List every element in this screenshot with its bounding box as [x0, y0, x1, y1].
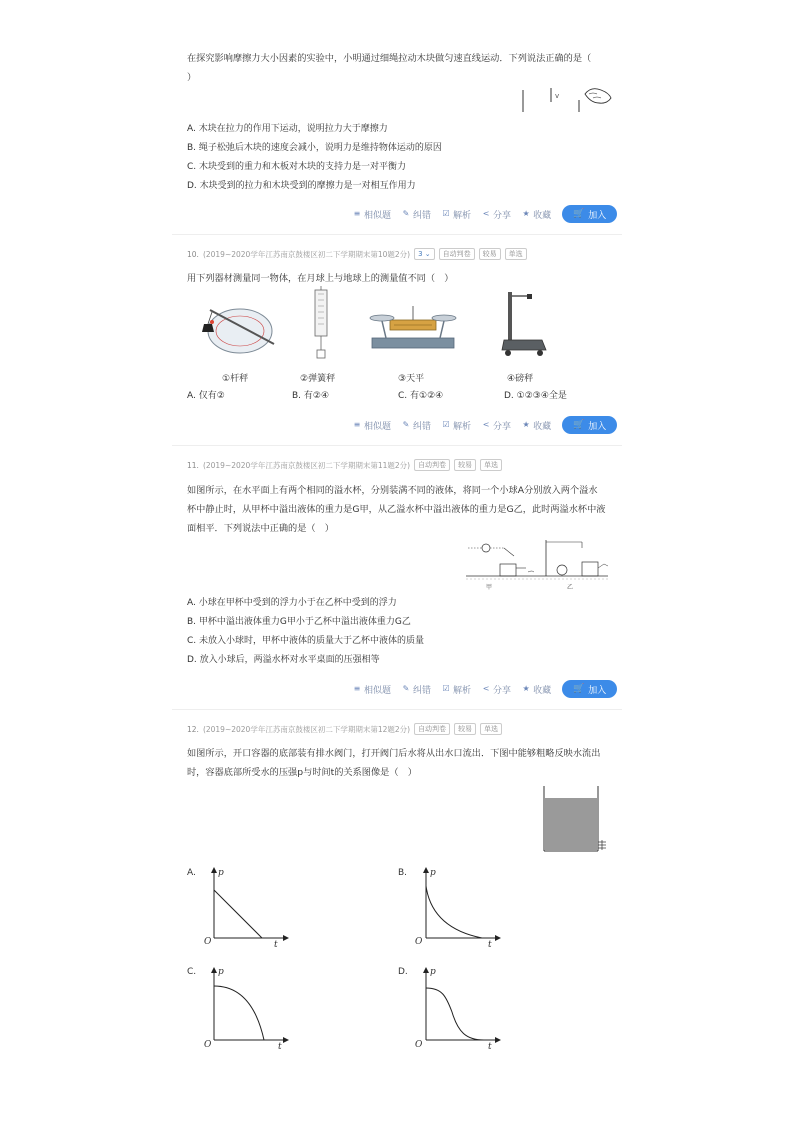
- star-icon: ★: [522, 684, 530, 693]
- graph-d-origin: O: [415, 1040, 423, 1050]
- q10-stem: 用下列器材测量同一物体，在月球上与地球上的测量值不同（ ）: [187, 273, 454, 284]
- graph-c-axis-t: t: [278, 1042, 282, 1052]
- graph-d-curve: [426, 988, 484, 1040]
- q11-stem-line3: 面相平．下列说法中正确的是（ ）: [187, 523, 334, 534]
- q11-stem-line2: 杯中静止时，从甲杯中溢出液体的重力是G甲，从乙溢水杯中溢出液体的重力是G乙，此时两溢水杯中液: [187, 504, 606, 515]
- graph-d-label[interactable]: D.: [398, 967, 408, 977]
- q12-tag-level: 较易: [454, 723, 476, 735]
- share-button[interactable]: < 分享: [482, 209, 512, 221]
- cart-icon: 🛒: [573, 684, 585, 694]
- analysis-button[interactable]: ☑ 解析: [442, 420, 472, 432]
- balance-image: [366, 302, 460, 350]
- graph-a-label[interactable]: A.: [187, 868, 196, 878]
- q11-fig-label-yi: 乙: [567, 584, 574, 591]
- graph-d-axis-p: p: [430, 967, 436, 977]
- share-button[interactable]: < 分享: [482, 420, 512, 432]
- q10-meta: [187, 248, 527, 260]
- graph-b-label[interactable]: B.: [398, 868, 408, 878]
- graph-b-axis-t: t: [488, 940, 492, 950]
- graph-a-axis-t: t: [274, 940, 278, 950]
- caption-balance: ③天平: [398, 374, 425, 384]
- similar-button[interactable]: ≡ 相似题: [353, 420, 392, 432]
- edit-icon: ✎: [402, 420, 410, 429]
- q12-number: 12.: [187, 724, 199, 734]
- check-icon: ☑: [442, 209, 450, 218]
- star-icon: ★: [522, 209, 530, 218]
- correct-button[interactable]: ✎ 纠错: [402, 684, 432, 696]
- q11-tag-auto: 自动判卷: [414, 459, 450, 471]
- divider: [172, 445, 622, 446]
- q11-option-c[interactable]: C. 未放入小球时，甲杯中液体的质量大于乙杯中液体的质量: [187, 636, 425, 646]
- share-icon: <: [482, 209, 490, 218]
- q10-version-select[interactable]: 3 ⌄: [414, 248, 435, 260]
- q10-option-b[interactable]: B. 有②④: [292, 391, 330, 401]
- q10-option-a[interactable]: A. 仅有②: [187, 391, 225, 401]
- graph-c-axis-p: p: [218, 967, 224, 977]
- graph-a-curve: [214, 890, 262, 938]
- q12-tag-auto: 自动判卷: [414, 723, 450, 735]
- spring-scale-image: [306, 286, 336, 362]
- edit-icon: ✎: [402, 209, 410, 218]
- graph-b-origin: O: [415, 937, 423, 947]
- q11-source: (2019~2020学年江苏南京鼓楼区初二下学期期末第11题2分): [202, 460, 411, 470]
- q9-stem-line1: 在探究影响摩擦力大小因素的实验中，小明通过细绳拉动木块做匀速直线运动．下列说法正确的是（: [187, 53, 592, 64]
- q12-source: (2019~2020学年江苏南京鼓楼区初二下学期期末第12题2分): [202, 724, 411, 734]
- q9-stem-line2: ）: [187, 72, 197, 83]
- correct-button[interactable]: ✎ 纠错: [402, 209, 432, 221]
- graph-d-axis-t: t: [488, 1042, 492, 1052]
- list-icon: ≡: [353, 420, 361, 429]
- divider: [172, 709, 622, 710]
- list-icon: ≡: [353, 684, 361, 693]
- q9-option-c[interactable]: C. 木块受到的重力和木板对木块的支持力是一对平衡力: [187, 162, 407, 172]
- q12-tank-figure: [540, 784, 610, 854]
- share-icon: <: [482, 420, 490, 429]
- q11-toolbar: [353, 680, 617, 698]
- check-icon: ☑: [442, 684, 450, 693]
- caption-spring-scale: ②弹簧秤: [300, 374, 336, 384]
- q11-tag-type: 单选: [480, 459, 502, 471]
- check-icon: ☑: [442, 420, 450, 429]
- join-button[interactable]: 🛒 加入: [562, 205, 617, 223]
- q12-stem-line2: 时，容器底部所受水的压强p与时间t的关系图像是（ ）: [187, 767, 417, 778]
- cart-icon: 🛒: [573, 420, 585, 430]
- q9-option-b[interactable]: B. 绳子松弛后木块的速度会减小，说明力是维持物体运动的原因: [187, 143, 442, 153]
- share-button[interactable]: < 分享: [482, 684, 512, 696]
- graph-a-axis-p: p: [218, 868, 224, 878]
- q11-meta: [187, 459, 502, 471]
- analysis-button[interactable]: ☑ 解析: [442, 209, 472, 221]
- graph-c[interactable]: [200, 966, 290, 1056]
- analysis-button[interactable]: ☑ 解析: [442, 684, 472, 696]
- q11-option-b[interactable]: B. 甲杯中溢出液体重力G甲小于乙杯中溢出液体重力G乙: [187, 617, 411, 627]
- q12-meta: [187, 723, 502, 735]
- platform-scale-image: [500, 290, 548, 358]
- q10-toolbar: [353, 416, 617, 434]
- q10-number: 10.: [187, 249, 199, 259]
- graph-c-origin: O: [204, 1040, 212, 1050]
- q9-option-d[interactable]: D. 木块受到的拉力和木块受到的摩擦力是一对相互作用力: [187, 181, 416, 191]
- q10-option-d[interactable]: D. ①②③④全是: [504, 391, 567, 401]
- correct-button[interactable]: ✎ 纠错: [402, 420, 432, 432]
- share-icon: <: [482, 684, 490, 693]
- q11-option-a[interactable]: A. 小球在甲杯中受到的浮力小于在乙杯中受到的浮力: [187, 598, 397, 608]
- join-button[interactable]: 🛒 加入: [562, 680, 617, 698]
- q11-fig-label-jia: 甲: [486, 584, 493, 591]
- q10-tag-level: 较易: [479, 248, 501, 260]
- q10-option-c[interactable]: C. 有①②④: [398, 391, 444, 401]
- q10-tag-type: 单选: [505, 248, 527, 260]
- caption-platform-scale: ④磅秤: [507, 374, 534, 384]
- q12-stem-line1: 如图所示，开口容器的底部装有排水阀门，打开阀门后水将从出水口流出．下图中能够粗略反映水流出: [187, 748, 601, 759]
- favorite-button[interactable]: ★ 收藏: [522, 684, 552, 696]
- graph-c-curve: [214, 986, 264, 1040]
- favorite-button[interactable]: ★ 收藏: [522, 209, 552, 221]
- favorite-button[interactable]: ★ 收藏: [522, 420, 552, 432]
- caption-steelyard: ①杆秤: [222, 374, 249, 384]
- svg-text:v: v: [555, 92, 560, 100]
- graph-c-label[interactable]: C.: [187, 967, 197, 977]
- steelyard-image: [198, 296, 278, 358]
- similar-button[interactable]: ≡ 相似题: [353, 684, 392, 696]
- graph-a-origin: O: [204, 937, 212, 947]
- star-icon: ★: [522, 420, 530, 429]
- q9-option-a[interactable]: A. 木块在拉力的作用下运动，说明拉力大于摩擦力: [187, 124, 388, 134]
- join-button[interactable]: 🛒 加入: [562, 416, 617, 434]
- q11-number: 11.: [187, 460, 199, 470]
- q11-stem-line1: 如图所示，在水平面上有两个相同的溢水杯，分别装满不同的液体，将同一个小球A分别放入两个溢水: [187, 485, 598, 496]
- divider: [172, 234, 622, 235]
- graph-b-axis-p: p: [430, 868, 436, 878]
- edit-icon: ✎: [402, 684, 410, 693]
- q9-toolbar: [353, 205, 617, 223]
- q11-tag-level: 较易: [454, 459, 476, 471]
- q10-source: (2019~2020学年江苏南京鼓楼区初二下学期期末第10题2分): [202, 249, 411, 259]
- list-icon: ≡: [353, 209, 361, 218]
- graph-b-curve: [426, 886, 482, 938]
- q12-tag-type: 单选: [480, 723, 502, 735]
- q10-tag-auto: 自动判卷: [439, 248, 475, 260]
- q9-friction-figure: [515, 84, 615, 116]
- q11-option-d[interactable]: D. 放入小球后，两溢水杯对水平桌面的压强相等: [187, 655, 380, 665]
- similar-button[interactable]: ≡ 相似题: [353, 209, 392, 221]
- cart-icon: 🛒: [573, 209, 585, 219]
